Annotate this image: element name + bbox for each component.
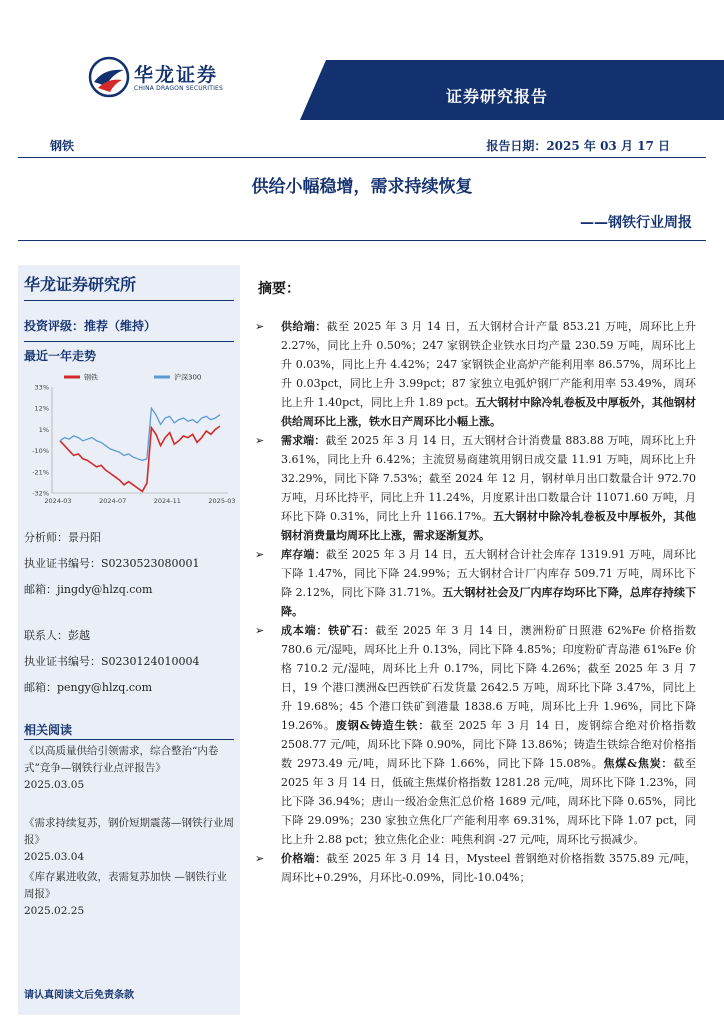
company-logo [88, 56, 236, 98]
related-item[interactable] [24, 743, 234, 794]
bullet-text: 截至 2025 年 3 月 14 日，低硫主焦煤价格指数 1281.28 元/吨，周环比下降 1.23%，同比下降 36.94%；唐山一级冶金焦汇总价格 1689 元/吨，周环比下降 0.65%，同比下降 29.09%；230 家独立焦化厂产能利用率 69.31%，周环比下降 1.07 pct，同比上升 2.88 pct；独立焦化企业：吨焦利润 -27 元/吨，周环比亏损减少。 [281, 757, 696, 846]
bullet-price [255, 849, 696, 887]
bullet-demand [255, 431, 696, 545]
arrow-bullet-icon: ➢ [255, 548, 265, 561]
y-tick-label: -21% [32, 468, 49, 477]
bullet-text: 截至 2025 年 3 月 14 日，澳洲粉矿日照港 62%Fe 价格指数 780.6 元/湿吨，周环比上升 0.13%，同比下降 4.85%；印度粉矿青岛港 61%Fe 价格 710.2 元/湿吨，周环比上升 0.17%，同比下降 4.26%；截至 2025 年 3 月 7 日，19 个港口澳洲&巴西铁矿石发货量 2642.5 万吨，周环比下降 3.47%，同比上升 19.68%；45 个港口铁矿到港量 1838.6 万吨，周环比上升 1.96%，同比下降 19.26%。 [281, 624, 697, 732]
page-title: 供给小幅稳增，需求持续恢复 [251, 177, 473, 197]
bullet-label: 需求端： [281, 434, 326, 447]
bullet-label: 价格端： [281, 852, 327, 865]
summary-title: 摘要： [258, 281, 300, 297]
related-item-title: 《以高质量供给引领需求，综合整治“内卷式”竞争—钢铁行业点评报告》 [24, 745, 219, 774]
y-tick-label: 33% [34, 383, 49, 392]
bullet-text: 截至 2025 年 3 月 14 日，五大钢材合计产量 853.21 万吨，周环比上升 2.27%，同比上升 0.50%；247 家钢铁企业铁水日均产量 230.59 万吨，周环比上升 0.03%，同比上升 4.42%；247 家钢铁企业高炉产能利用率 86.57%，周环比上升 0.03pct，同比上升 3.99pct；87 家独立电弧炉钢厂产能利用率 53.49%，周环比上升 1.40pct，同比上升 1.89 pct。 [281, 320, 697, 409]
arrow-bullet-icon: ➢ [255, 434, 265, 447]
contact-cert: 执业证书编号：S0230124010004 [24, 655, 200, 668]
rating-label: 投资评级： [24, 319, 85, 333]
bullet-text: 截至 2025 年 3 月 14 日，Mysteel 普钢绝对价格指数 3575.89 元/吨，周环比+0.29%，月环比-0.09%，同比-10.04%； [281, 852, 697, 884]
dragon-logo-icon [88, 56, 130, 98]
analyst-email[interactable]: 邮箱：jingdy@hlzq.com [24, 583, 153, 596]
x-tick-label: 2024-07 [99, 497, 127, 505]
related-item-title: 《库存累进收敛，表需复苏加快 —钢铁行业周报》 [24, 871, 227, 900]
title-divider [18, 240, 706, 241]
banner-title: 证券研究报告 [445, 87, 548, 106]
bullet-sublabel: 焦煤&焦炭： [603, 757, 674, 770]
report-date: 报告日期：2025 年 03 月 17 日 [486, 139, 670, 153]
arrow-bullet-icon: ➢ [255, 624, 265, 637]
bullet-label: 供给端： [281, 320, 327, 333]
bullet-text: 截至 2025 年 3 月 14 日，五大钢材合计社会库存 1319.91 万吨，周环比下降 1.47%，同比下降 24.99%；五大钢材合计厂内库存 509.71 万吨，周环比下降 2.12%，同比下降 31.71%。 [281, 548, 696, 599]
series-line-csi300 [60, 408, 220, 460]
related-reading-title: 相关阅读 [24, 723, 73, 737]
series-line-steel [60, 426, 220, 491]
bullet-text: 截至 2025 年 3 月 14 日，废钢综合绝对价格指数 2508.77 元/吨，周环比下降 0.90%，同比下降 13.86%；铸造生铁综合绝对价格指数 2973.49 元/吨，周环比下降 1.66%，同比下降 15.08%。 [281, 719, 696, 770]
investment-rating [24, 317, 156, 334]
trend-chart-svg [24, 369, 236, 507]
bullet-label: 库存端： [281, 548, 326, 561]
sidebar-divider [24, 341, 234, 342]
institute-name: 华龙证券研究所 [24, 275, 137, 294]
trend-title: 最近一年走势 [24, 349, 97, 363]
x-tick-label: 2024-03 [44, 497, 72, 505]
header-divider [18, 157, 706, 158]
report-type-banner [300, 60, 724, 120]
legend-label: 钢铁 [84, 373, 98, 382]
legend-label: 沪深300 [174, 373, 202, 382]
disclaimer-note: 请认真阅读文后免责条款 [24, 990, 134, 1001]
bullet-conclusion: 五大钢材中除冷轧卷板及中厚板外，其他钢材消费量均周环比上涨，需求逐渐复苏。 [281, 510, 696, 542]
contact-name: 联系人：彭越 [24, 629, 90, 642]
related-item[interactable] [24, 815, 234, 866]
y-tick-label: 12% [34, 404, 49, 413]
contact-email[interactable]: 邮箱：pengy@hlzq.com [24, 681, 153, 694]
y-tick-label: -10% [32, 447, 49, 456]
analyst-name: 分析师：景丹阳 [24, 531, 101, 544]
x-tick-label: 2025-03 [208, 497, 236, 505]
related-item-date: 2025.03.04 [24, 851, 85, 863]
bullet-supply [255, 317, 696, 431]
summary-content [255, 317, 696, 887]
sidebar-divider [24, 300, 234, 301]
bullet-sublabel: 废钢&铸造生铁： [335, 719, 431, 732]
rating-value: 推荐（维持） [84, 319, 157, 333]
trend-chart [24, 369, 236, 507]
related-item-date: 2025.03.05 [24, 779, 85, 791]
related-item-title: 《需求持续复苏，钢价短期震荡—钢铁行业周报》 [24, 817, 234, 846]
logo-text-en: CHINA DRAGON SECURITIES [134, 85, 224, 92]
industry-label: 钢铁 [50, 139, 75, 153]
analyst-cert: 执业证书编号：S0230523080001 [24, 557, 200, 570]
x-tick-label: 2024-11 [153, 497, 181, 505]
bullet-cost [255, 621, 696, 849]
logo-text-cn: 华龙证券 [134, 64, 219, 86]
bullet-conclusion: 五大钢材中除冷轧卷板及中厚板外，其他钢材供给周环比上涨，铁水日产周环比小幅上涨。 [281, 396, 697, 428]
y-tick-label: -32% [32, 489, 49, 498]
bullet-inventory [255, 545, 696, 621]
sidebar [18, 265, 240, 1015]
bullet-label: 成本端：铁矿石： [281, 624, 376, 637]
arrow-bullet-icon: ➢ [255, 320, 265, 333]
page-subtitle: ——钢铁行业周报 [580, 215, 692, 231]
bullet-conclusion: 五大钢材社会及厂内库存均环比下降，总库存持续下降。 [281, 586, 696, 618]
sidebar-divider [24, 739, 234, 740]
related-item[interactable] [24, 869, 234, 920]
related-item-date: 2025.02.25 [24, 905, 85, 917]
arrow-bullet-icon: ➢ [255, 852, 265, 865]
y-tick-label: 1% [38, 425, 49, 434]
bullet-text: 截至 2025 年 3 月 14 日，五大钢材合计消费量 883.88 万吨，周环比上升 3.61%，同比上升 6.42%；主流贸易商建筑用钢日成交量 11.91 万吨，周环比上升 32.29%，同比下降 7.53%；截至 2024 年 12 月，钢材单月出口数量合计 972.70 万吨，月环比持平，同比上升 11.24%，月度累计出口数量合计 11071.60 万吨，月环比下降 0.31%，同比上升 1166.17%。 [281, 434, 697, 523]
